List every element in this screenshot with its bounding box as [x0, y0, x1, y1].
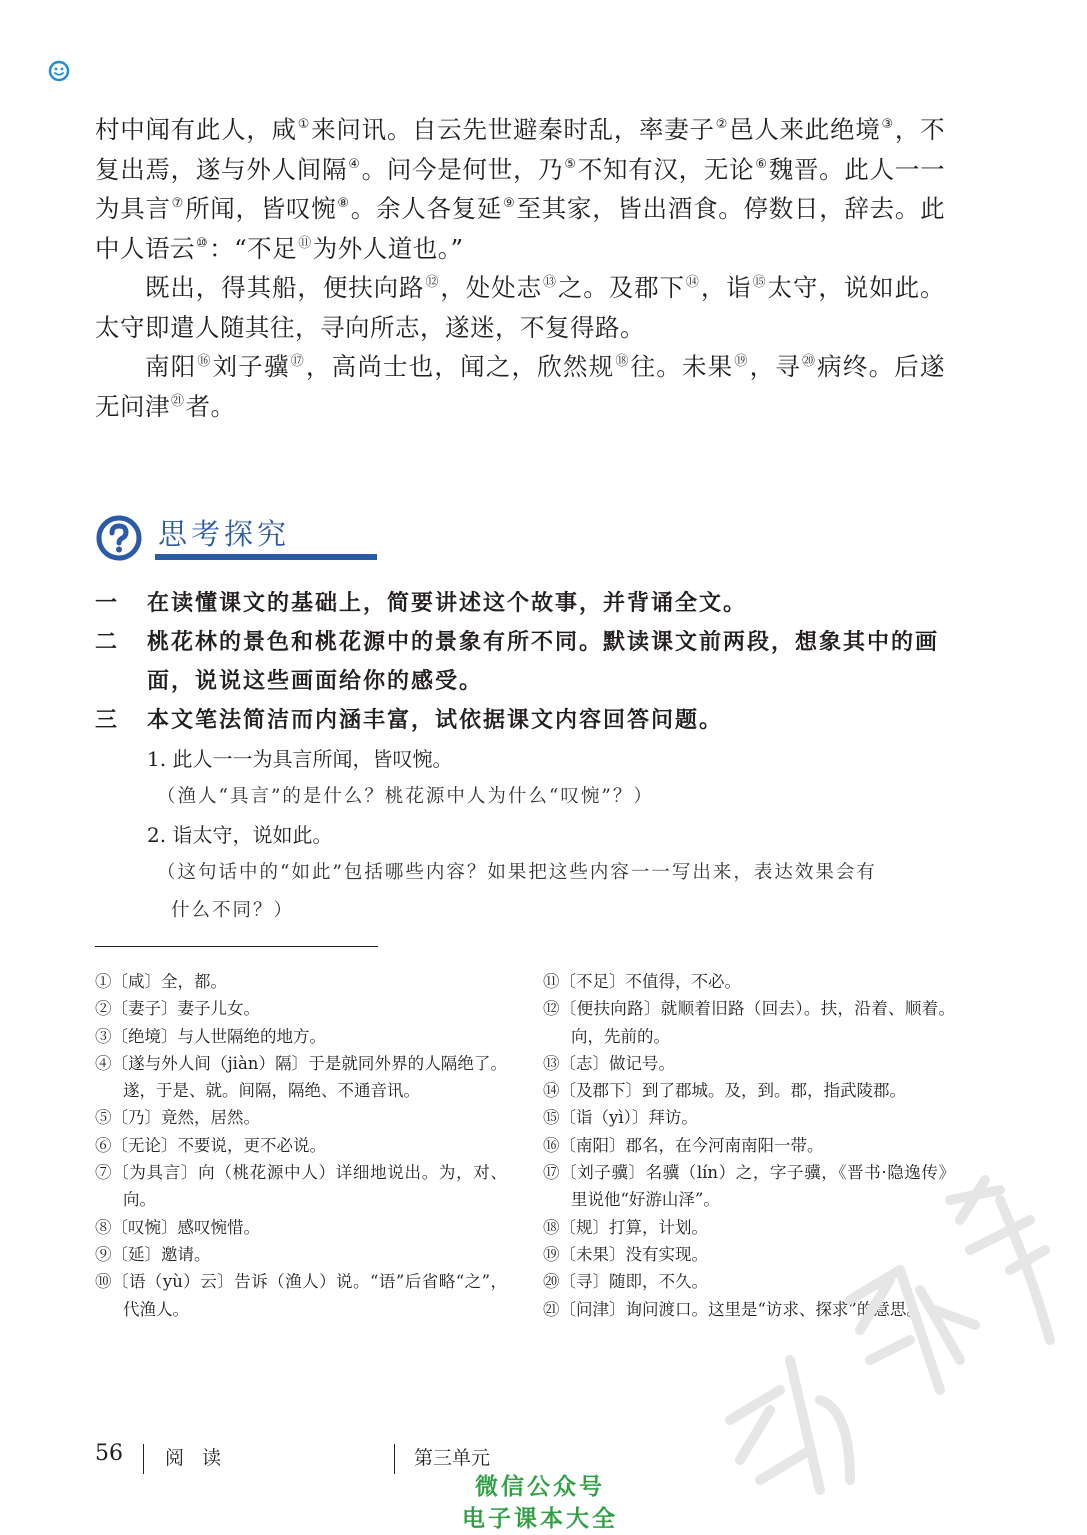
- footnote-marker: ⑪: [298, 235, 312, 251]
- footnote: ⑦〔为具言〕向（桃花源中人）详细地说出。为，对、向。: [95, 1163, 507, 1210]
- footnote: ⑧〔叹惋〕感叹惋惜。: [95, 1217, 260, 1237]
- question-number: 二: [95, 629, 120, 655]
- footnote-marker: ⑨: [503, 196, 516, 211]
- footnote: ⑫〔便扶向路〕就顺着旧路（回去）。扶，沿着、顺着。向，先前的。: [543, 999, 955, 1046]
- footnote-marker: ⑳: [801, 354, 817, 369]
- footnote: ⑲〔未果〕没有实现。: [543, 1244, 708, 1264]
- question-number: 三: [95, 707, 120, 733]
- footnote: ⑭〔及郡下〕到了郡城。及，到。郡，指武陵郡。: [543, 1081, 906, 1101]
- footnote-divider: [95, 946, 378, 947]
- footnote: ⑱〔规〕打算，计划。: [543, 1217, 708, 1237]
- question-icon: [95, 514, 143, 562]
- section-title: 思考探究: [158, 517, 291, 551]
- question-number: 一: [95, 590, 120, 616]
- footer-section: 阅 读: [165, 1447, 228, 1469]
- footnote: ⑳〔寻〕随即，不久。: [543, 1272, 708, 1292]
- footnote-marker: ⑲: [734, 354, 749, 369]
- sub-question-2: 2. 诣太守，说如此。: [147, 823, 333, 847]
- wechat-label-line-2: 电子课本大全: [462, 1505, 618, 1532]
- footer-divider: [143, 1444, 144, 1474]
- section-heading: [95, 512, 395, 564]
- question-2: [95, 623, 955, 701]
- footnote: ④〔遂与外人间（jiàn）隔〕于是就同外界的人隔绝了。遂，于是、就。间隔，隔绝、不通音讯。: [95, 1053, 507, 1101]
- paragraph-2: 既出，得其船，便扶向路⑫，处处志⑬之。及郡下⑭，诣⑮太守，说如此。太守即遣人随其往，寻向所志，遂迷，不复得路。: [95, 273, 945, 342]
- footnote: ⑨〔延〕邀请。: [95, 1244, 211, 1264]
- footnote-marker: ⑯: [197, 354, 212, 369]
- footnote: ⑤〔乃〕竟然，居然。: [95, 1108, 260, 1128]
- footnote-marker: ⑬: [542, 275, 557, 290]
- question-1: [95, 584, 955, 623]
- sub-question-1-hint: （渔人“具言”的是什么？桃花源中人为什么“叹惋”？）: [157, 786, 654, 807]
- question-text: 桃花林的景色和桃花源中的景象有所不同。默读课文前两段，想象其中的画面，说说这些画面给你的感受。: [147, 629, 940, 694]
- footer-divider: [394, 1444, 395, 1474]
- footnote-marker: ③: [881, 117, 894, 132]
- footnote-marker: ㉑: [171, 393, 185, 409]
- sub-question-1: 1. 此人一一为具言所闻，皆叹惋。: [147, 747, 453, 771]
- footnote-marker: ②: [715, 117, 729, 132]
- footnote: ⑯〔南阳〕郡名，在今河南南阳一带。: [543, 1135, 824, 1155]
- footnote: ⑩〔语（yù）云〕告诉（渔人）说。“语”后省略“之”，代渔人。: [95, 1272, 507, 1319]
- footnote: ①〔咸〕全，都。: [95, 972, 227, 991]
- paragraph-1: 村中闻有此人，咸①来问讯。自云先世避秦时乱，率妻子②邑人来此绝境③，不复出焉，遂与外人间隔④。问今是何世，乃⑤不知有汉，无论⑥魏晋。此人一一为具言⑦所闻，皆叹惋⑧。余人各复延⑨至其家，皆出酒食。停数日，辞去。此中人语云⑩：“不足⑪为外人道也。”: [95, 115, 946, 263]
- question-list: [95, 584, 955, 930]
- paragraph-3: 南阳⑯刘子骥⑰，高尚士也，闻之，欣然规⑱往。未果⑲，寻⑳病终。后遂无问津$^㉑$者。: [95, 352, 945, 421]
- question-text: 本文笔法简洁而内涵丰富，试依据课文内容回答问题。: [147, 707, 724, 733]
- footnote-marker: ⑦: [171, 196, 185, 211]
- footnote: ⑮〔诣（yì）〕拜访。: [543, 1108, 698, 1128]
- footnote-marker: ①: [297, 117, 311, 132]
- footnote-marker: ⑰: [290, 354, 305, 369]
- footnote: ②〔妻子〕妻子儿女。: [95, 999, 260, 1019]
- footnote: ㉑〔问津〕询问渡口。这里是“访求、探求”的意思。: [543, 1299, 923, 1319]
- footnotes-left: [95, 968, 507, 1323]
- footer-unit: 第三单元: [414, 1447, 491, 1469]
- footnote: ⑰〔刘子骥〕名骥（lín）之，字子骥，《晋书·隐逸传》里说他“好游山泽”。: [543, 1163, 955, 1210]
- footnote: ③〔绝境〕与人世隔绝的地方。: [95, 1026, 326, 1046]
- question-text: 在读懂课文的基础上，简要讲述这个故事，并背诵全文。: [147, 590, 748, 616]
- footnote-marker: ④: [348, 156, 361, 172]
- footnote-marker: ⑤: [564, 156, 577, 172]
- wechat-label-line-1: 微信公众号: [475, 1473, 605, 1500]
- smiley-icon: [48, 60, 70, 82]
- footnote: ⑥〔无论〕不要说，更不必说。: [95, 1135, 326, 1155]
- footnote-marker: ⑭: [685, 275, 700, 290]
- footnote-marker: ⑮: [752, 275, 767, 290]
- footnote-marker: ⑧: [337, 196, 350, 211]
- footnote-marker: ⑫: [425, 275, 440, 290]
- footnote-marker: ⑩: [196, 235, 209, 251]
- watermark: [700, 1160, 1060, 1500]
- page-number: 56: [95, 1441, 123, 1466]
- footnote: ⑪〔不足〕不值得，不必。: [543, 972, 741, 991]
- footnote-marker: ⑱: [615, 354, 630, 369]
- footnote-marker: ⑥: [755, 156, 768, 172]
- sub-question-2-hint: （这句话中的“如此”包括哪些内容？如果把这些内容一一写出来，表达效果会有什么不同？）: [157, 862, 877, 921]
- body-text: [95, 110, 945, 426]
- section-underline: [155, 554, 377, 560]
- question-3: [95, 701, 955, 740]
- footnote: ⑬〔志〕做记号。: [543, 1053, 675, 1073]
